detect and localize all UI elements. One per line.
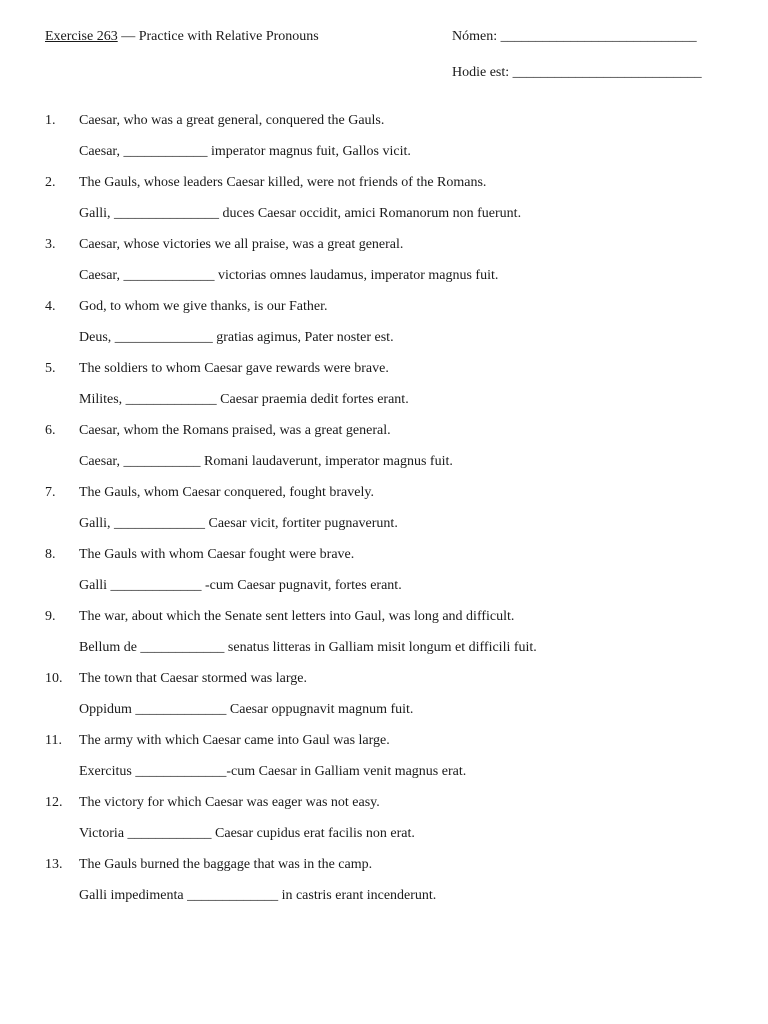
name-field-line: Nómen: ____________________________ [452,29,697,44]
latin-sentence: Galli, _______________ duces Caesar occidit, amici Romanorum non fuerunt. [79,206,522,221]
item-number: 10. [45,671,63,686]
english-sentence: Caesar, whose victories we all praise, was a great general. [79,237,404,252]
item-number: 4. [45,299,56,314]
latin-sentence: Galli impedimenta _____________ in castris erant incenderunt. [79,888,437,903]
english-sentence: The Gauls with whom Caesar fought were brave. [79,547,355,562]
english-sentence: The soldiers to whom Caesar gave rewards were brave. [79,361,389,376]
latin-sentence: Bellum de ____________ senatus litteras in Galliam misit longum et difficili fuit. [79,640,537,655]
item-number: 12. [45,795,63,810]
latin-sentence: Milites, _____________ Caesar praemia dedit fortes erant. [79,392,409,407]
item-number: 2. [45,175,56,190]
item-number: 9. [45,609,56,624]
english-sentence: God, to whom we give thanks, is our Father. [79,299,328,314]
exercise-label: Exercise 263 [45,29,118,44]
latin-sentence: Caesar, _____________ victorias omnes laudamus, imperator magnus fuit. [79,268,499,283]
english-sentence: The war, about which the Senate sent letters into Gaul, was long and difficult. [79,609,515,624]
item-number: 8. [45,547,56,562]
latin-sentence: Deus, ______________ gratias agimus, Pater noster est. [79,330,394,345]
latin-sentence: Caesar, ___________ Romani laudaverunt, imperator magnus fuit. [79,454,453,469]
item-number: 6. [45,423,56,438]
latin-sentence: Caesar, ____________ imperator magnus fuit, Gallos vicit. [79,144,411,159]
latin-sentence: Galli, _____________ Caesar vicit, fortiter pugnaverunt. [79,516,398,531]
latin-sentence: Exercitus _____________-cum Caesar in Galliam venit magnus erat. [79,764,467,779]
exercise-title: — Practice with Relative Pronouns [117,29,319,44]
item-number: 3. [45,237,56,252]
english-sentence: The town that Caesar stormed was large. [79,671,307,686]
item-number: 1. [45,113,56,128]
english-sentence: Caesar, whom the Romans praised, was a great general. [79,423,391,438]
english-sentence: Caesar, who was a great general, conquered the Gauls. [79,113,385,128]
item-number: 13. [45,857,63,872]
english-sentence: The Gauls burned the baggage that was in the camp. [79,857,373,872]
latin-sentence: Oppidum _____________ Caesar oppugnavit magnum fuit. [79,702,414,717]
item-number: 11. [45,733,62,748]
item-number: 5. [45,361,56,376]
english-sentence: The victory for which Caesar was eager was not easy. [79,795,380,810]
date-field-line: Hodie est: ___________________________ [452,65,702,80]
latin-sentence: Victoria ____________ Caesar cupidus erat facilis non erat. [79,826,415,841]
latin-sentence: Galli _____________ -cum Caesar pugnavit, fortes erant. [79,578,402,593]
english-sentence: The Gauls, whom Caesar conquered, fought bravely. [79,485,374,500]
english-sentence: The Gauls, whose leaders Caesar killed, were not friends of the Romans. [79,175,487,190]
english-sentence: The army with which Caesar came into Gaul was large. [79,733,390,748]
item-number: 7. [45,485,56,500]
exercise-heading [45,29,319,45]
